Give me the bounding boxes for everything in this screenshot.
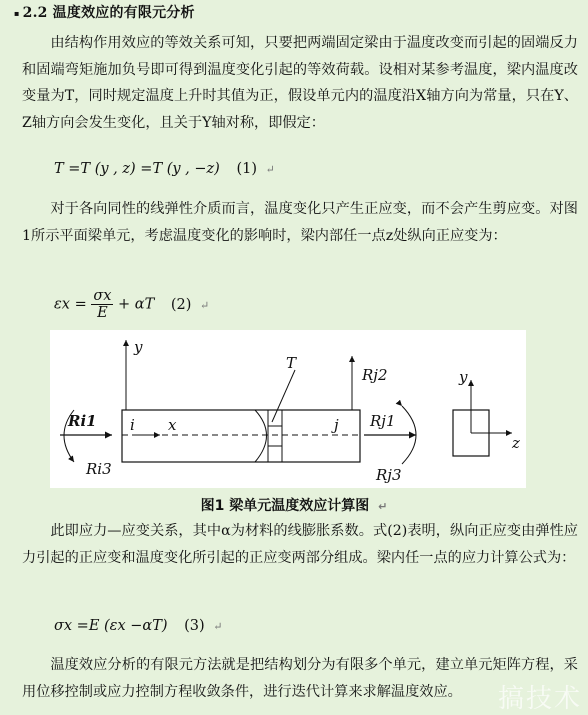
- bullet-icon: ▪: [14, 8, 20, 18]
- paragraph-2: 对于各向同性的线弹性介质而言，温度变化只产生正应变，而不会产生剪应变。对图1所示平面梁单元，考虑温度变化的影响时，梁内部任一点z处纵向正应变为：: [22, 201, 578, 244]
- paragraph-mark-icon: ↵: [265, 163, 275, 176]
- paragraph-mark-icon: ↵: [213, 620, 223, 633]
- beam-outline: [122, 410, 360, 462]
- section-number: 2.2: [22, 5, 48, 21]
- label-rj2: Rj2: [362, 366, 388, 384]
- paragraph-mark-icon: ↵: [378, 500, 388, 513]
- watermark: 搞技术: [497, 684, 582, 714]
- label-y: y: [134, 338, 143, 356]
- paragraph-3: 此即应力—应变关系，其中α为材料的线膨胀系数。式(2)表明，纵向正应变由弹性应力引起的正应变和温度变化所引起的正应变两部分组成。梁内任一点的应力计算公式为：: [22, 523, 578, 566]
- beam-diagram: [50, 330, 526, 488]
- beam-element-figure: [50, 330, 526, 488]
- paragraph-1: 由结构作用效应的等效关系可知，只要把两端固定梁由于温度改变而引起的固端反力和固端弯矩施加负号即可得到温度变化引起的等效荷载。设相对某参考温度，梁内温度改变量为T，同时规定温度上升时其值为正，假设单元内的温度沿X轴方向为常量，只在Y、Z轴方向会发生变化，且关于Y轴对称，即假定：: [22, 35, 578, 131]
- label-ri1: Ri1: [68, 412, 97, 430]
- figure-caption: 图1 梁单元温度效应计算图 ↵: [200, 498, 388, 514]
- formula-3: σx =E (εx −αT) (3) ↵: [54, 618, 223, 634]
- label-i: i: [130, 416, 135, 434]
- formula-1: T =T (y , z) =T (y , −z) (1) ↵: [54, 161, 275, 177]
- paragraph-4: 温度效应分析的有限元方法就是把结构划分为有限多个单元，建立单元矩阵方程，采用位移控制或应力控制方程收敛条件，进行迭代计算来求解温度效应。: [22, 657, 578, 700]
- label-y-section: y: [459, 368, 468, 386]
- temperature-section: [255, 410, 282, 462]
- paragraph-mark-icon: ↵: [200, 298, 210, 312]
- label-rj1: Rj1: [370, 412, 396, 430]
- formula-2: εx = $\frac{\sigma x}{E}$ + αT (2) ↵: [54, 288, 210, 321]
- label-x: x: [168, 416, 177, 434]
- label-z: z: [512, 434, 520, 452]
- label-rj3: Rj3: [376, 466, 402, 484]
- section-title: 温度效应的有限元分析: [52, 5, 195, 21]
- label-ri3: Ri3: [86, 460, 112, 478]
- fraction: $\frac{\sigma x}{E}$: [93, 288, 112, 321]
- section-heading: [14, 2, 195, 22]
- label-t: T: [286, 354, 297, 372]
- label-j: j: [334, 416, 339, 434]
